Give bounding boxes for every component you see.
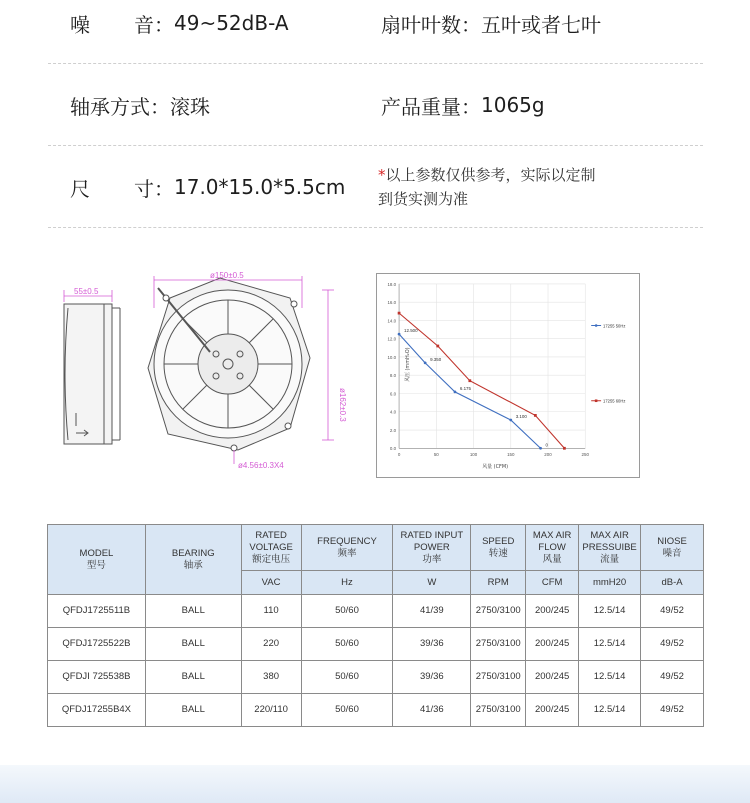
spec-table [47,524,704,727]
cell-noise: 49/52 [641,694,704,727]
data-label: 12.500 [404,328,418,334]
table-row [48,628,704,661]
cell-bearing: BALL [145,661,241,694]
cell-model: QFDJ1725522B [48,628,146,661]
y-tick-label: 8.0 [389,373,397,379]
cell-airflow: 200/245 [526,628,579,661]
data-label: 3.100 [515,413,527,419]
cell-voltage: 110 [241,595,301,628]
weight-label: 产品重量： [381,94,481,119]
header-noise: NIOSE 噪音 [641,525,704,571]
blades-value: 五叶或者七叶 [481,12,601,37]
note-star: * [378,166,386,184]
cell-frequency: 50/60 [301,661,393,694]
noise-value: 49~52dB-A [174,11,289,35]
data-point [539,447,542,450]
cell-pressure: 12.5/14 [579,628,641,661]
cell-voltage: 220/110 [241,694,301,727]
table-header-row [48,525,704,571]
header-voltage: RATED VOLTAGE 额定电压 [241,525,301,571]
y-tick-label: 10.0 [387,354,397,360]
cell-speed: 2750/3100 [471,628,526,661]
cell-noise: 49/52 [641,661,704,694]
legend-marker [595,399,598,402]
y-tick-label: 18.0 [387,281,397,287]
header-bearing: BEARING 轴承 [145,525,241,595]
cell-voltage: 380 [241,661,301,694]
noise-spec [70,0,289,64]
legend-marker [595,324,598,327]
weight-spec [381,64,545,146]
header-airflow: MAX AIR FLOW 风量 [526,525,579,571]
cell-airflow: 200/245 [526,694,579,727]
y-axis-label: 风压 (mmH₂O) [404,347,411,382]
series-line-1 [399,334,540,448]
series-line-2 [399,313,564,448]
table-row [48,661,704,694]
cell-pressure: 12.5/14 [579,595,641,628]
cell-frequency: 50/60 [301,595,393,628]
data-point [398,312,401,315]
cell-power: 41/39 [393,595,471,628]
dim-diameter-label: ø150±0.5 [210,271,244,280]
x-tick-label: 50 [433,452,439,458]
dim-width-label: 55±0.5 [74,287,99,296]
noise-label-b: 音： [134,12,174,37]
bottom-band [0,765,750,803]
y-tick-label: 6.0 [389,391,397,397]
spec-row-2 [48,64,703,146]
data-label: 9.350 [430,356,442,362]
data-label: 0 [545,442,548,448]
bearing-value: 滚珠 [170,94,210,119]
weight-value: 1065g [481,93,545,117]
table-row [48,595,704,628]
cell-model: QFDJI 725538B [48,661,146,694]
x-tick-label: 150 [507,452,515,458]
unit-airflow: CFM [526,571,579,595]
x-tick-label: 250 [581,452,589,458]
data-point [424,362,427,365]
cell-frequency: 50/60 [301,628,393,661]
header-speed: SPEED 转速 [471,525,526,571]
cell-speed: 2750/3100 [471,694,526,727]
data-point [509,419,512,422]
cell-speed: 2750/3100 [471,595,526,628]
cell-speed: 2750/3100 [471,661,526,694]
data-point [534,414,537,417]
unit-power: W [393,571,471,595]
y-tick-label: 16.0 [387,300,397,306]
cell-airflow: 200/245 [526,595,579,628]
y-tick-label: 12.0 [387,336,397,342]
blades-spec [381,0,601,64]
data-point [563,447,566,450]
cell-bearing: BALL [145,595,241,628]
size-label-a: 尺 [70,176,90,201]
cell-voltage: 220 [241,628,301,661]
unit-speed: RPM [471,571,526,595]
noise-label-a: 噪 [70,12,90,37]
unit-voltage: VAC [241,571,301,595]
cell-model: QFDJ1725511B [48,595,146,628]
legend-label: 17255 60Hz [603,398,626,404]
y-tick-label: 2.0 [389,427,397,433]
table-row [48,694,704,727]
data-point [468,379,471,382]
x-tick-label: 200 [544,452,552,458]
unit-noise: dB-A [641,571,704,595]
data-label: 6.175 [459,385,471,391]
cell-frequency: 50/60 [301,694,393,727]
cell-bearing: BALL [145,694,241,727]
header-pressure: MAX AIR PRESSUIBE 流量 [579,525,641,571]
dim-height-label: ø162±0.3 [338,388,347,422]
performance-chart [376,273,640,478]
note-line-2: 到货实测为准 [378,190,469,208]
y-tick-label: 4.0 [389,409,397,415]
size-spec [70,146,345,228]
bearing-label: 轴承方式： [70,94,170,119]
data-point [436,345,439,348]
cell-model: QFDJ17255B4X [48,694,146,727]
cell-power: 39/36 [393,661,471,694]
cell-power: 39/36 [393,628,471,661]
data-point [454,391,457,394]
side-view [64,304,120,444]
header-model: MODEL 型号 [48,525,146,595]
disclaimer-note [378,146,678,228]
data-point [398,333,401,336]
cell-pressure: 12.5/14 [579,694,641,727]
header-frequency: FREQUENCY 频率 [301,525,393,571]
x-tick-label: 0 [397,452,401,458]
note-line-1: 以上参数仅供参考，实际以定制 [385,166,596,184]
y-tick-label: 0.0 [389,446,397,452]
cell-bearing: BALL [145,628,241,661]
legend-label: 17255 50Hz [603,323,626,329]
size-value: 17.0*15.0*5.5cm [174,175,346,199]
x-tick-label: 100 [469,452,478,458]
front-view [148,278,310,451]
cell-airflow: 200/245 [526,661,579,694]
dim-hole-label: ø4.56±0.3X4 [238,461,284,470]
size-label-b: 寸： [134,176,174,201]
cell-noise: 49/52 [641,628,704,661]
blades-label: 扇叶叶数： [381,12,481,37]
cell-power: 41/36 [393,694,471,727]
y-tick-label: 14.0 [387,318,397,324]
x-axis-label: 风量 (CFM) [482,464,509,471]
spec-row-3 [48,146,703,228]
cell-pressure: 12.5/14 [579,661,641,694]
unit-frequency: Hz [301,571,393,595]
bearing-spec [70,64,210,146]
fan-dimension-drawing [48,268,348,473]
cell-noise: 49/52 [641,595,704,628]
unit-pressure: mmH20 [579,571,641,595]
spec-row-1 [48,0,703,64]
header-power: RATED INPUT POWER 功率 [393,525,471,571]
